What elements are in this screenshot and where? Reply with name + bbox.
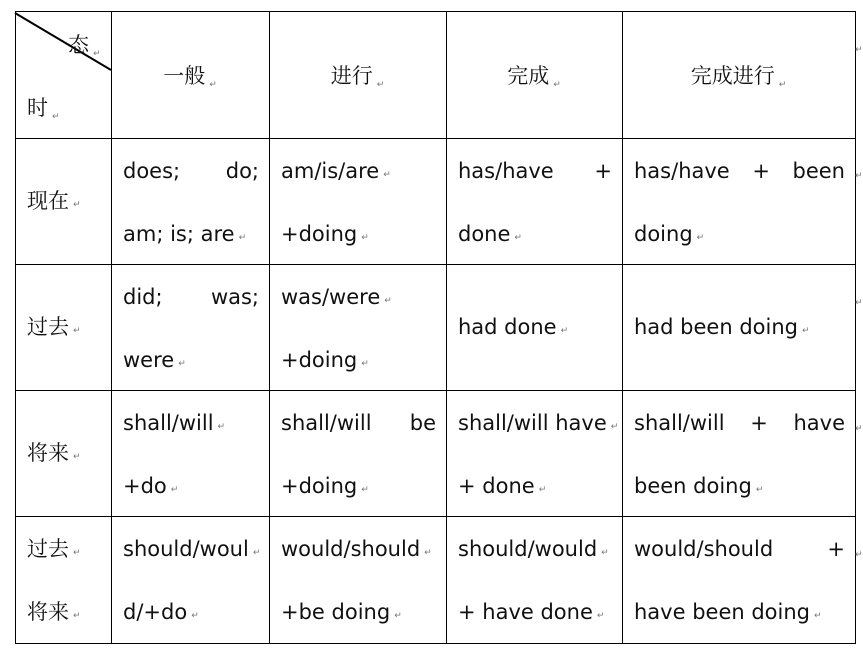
- row-end-mark-1: ↵: [855, 171, 863, 181]
- cell-r2-c4: had been doing ↵: [634, 315, 810, 339]
- cell-r2-c2-line-2: +doing ↵: [281, 348, 369, 372]
- row-border-0: [15, 11, 856, 12]
- cell-r4-c1-line-2: d/+do ↵: [123, 600, 199, 624]
- cell-r4-c2-line-2: +be doing ↵: [281, 600, 402, 624]
- row-border-3: [15, 390, 856, 391]
- cell-r3-c2-line-2: +doing ↵: [281, 474, 369, 498]
- cell-r1-c4-line-1: has/have + been: [634, 159, 845, 183]
- row-end-mark-0: ↵: [855, 45, 863, 55]
- cell-r3-c3-line-1: shall/will have ↵: [458, 411, 619, 435]
- cell-r2-c1-line-2: were ↵: [123, 348, 186, 372]
- corner-state-label: 态 ↵: [68, 33, 101, 59]
- row-end-mark-2: ↵: [855, 298, 863, 308]
- corner-tense-label: 时 ↵: [27, 96, 60, 122]
- cell-r4-c3-line-1: should/would ↵: [458, 537, 609, 561]
- column-header-3: 完成 ↵: [507, 64, 561, 90]
- row-label-3: 将来 ↵: [27, 441, 81, 465]
- row-end-mark-3: ↵: [855, 424, 863, 434]
- row-label-4-line-1: 过去 ↵: [27, 537, 81, 561]
- cell-r1-c3-line-2: done ↵: [458, 222, 522, 246]
- cell-r4-c2-line-1: would/should ↵: [281, 537, 432, 561]
- column-border-2: [269, 11, 270, 643]
- cell-r3-c4-line-1: shall/will + have: [634, 411, 845, 435]
- column-header-2: 进行 ↵: [330, 64, 385, 90]
- cell-r4-c1-line-1: should/woul ↵: [123, 537, 261, 561]
- cell-r3-c1-line-1: shall/will ↵: [123, 411, 226, 435]
- cell-r4-c4-line-2: have been doing ↵: [634, 600, 822, 624]
- column-header-1: 一般 ↵: [163, 64, 217, 90]
- cell-r1-c1-line-2: am; is; are ↵: [123, 222, 247, 246]
- cell-r1-c1-line-1: does; do;: [123, 159, 259, 183]
- row-end-mark-4: ↵: [855, 550, 863, 560]
- cell-r3-c3-line-2: + done ↵: [458, 474, 547, 498]
- cell-r3-c4-line-2: been doing ↵: [634, 474, 764, 498]
- row-border-2: [15, 264, 856, 265]
- row-label-4-line-2: 将来 ↵: [27, 600, 81, 624]
- column-border-1: [111, 11, 112, 643]
- row-label-1: 现在 ↵: [27, 189, 81, 213]
- cell-r2-c1-line-1: did; was;: [123, 285, 259, 309]
- cell-r3-c2-line-1: shall/will be: [281, 411, 436, 435]
- column-border-3: [446, 11, 447, 643]
- cell-r3-c1-line-2: +do ↵: [123, 474, 179, 498]
- column-border-4: [622, 11, 623, 643]
- column-header-4: 完成进行 ↵: [690, 64, 787, 90]
- column-border-0: [15, 11, 16, 643]
- cell-r2-c2-line-1: was/were ↵: [281, 285, 392, 309]
- cell-r1-c3-line-1: has/have +: [458, 159, 612, 183]
- cell-r1-c2-line-1: am/is/are ↵: [281, 159, 391, 183]
- column-border-5: [855, 11, 856, 643]
- row-border-4: [15, 516, 856, 517]
- cell-r1-c4-line-2: doing ↵: [634, 222, 705, 246]
- cell-r4-c4-line-1: would/should +: [634, 537, 845, 561]
- cell-r1-c2-line-2: +doing ↵: [281, 222, 369, 246]
- cell-r4-c3-line-2: + have done ↵: [458, 600, 605, 624]
- cell-r2-c3: had done ↵: [458, 315, 569, 339]
- row-border-5: [15, 643, 856, 644]
- row-label-2: 过去 ↵: [27, 315, 81, 339]
- row-border-1: [15, 138, 856, 139]
